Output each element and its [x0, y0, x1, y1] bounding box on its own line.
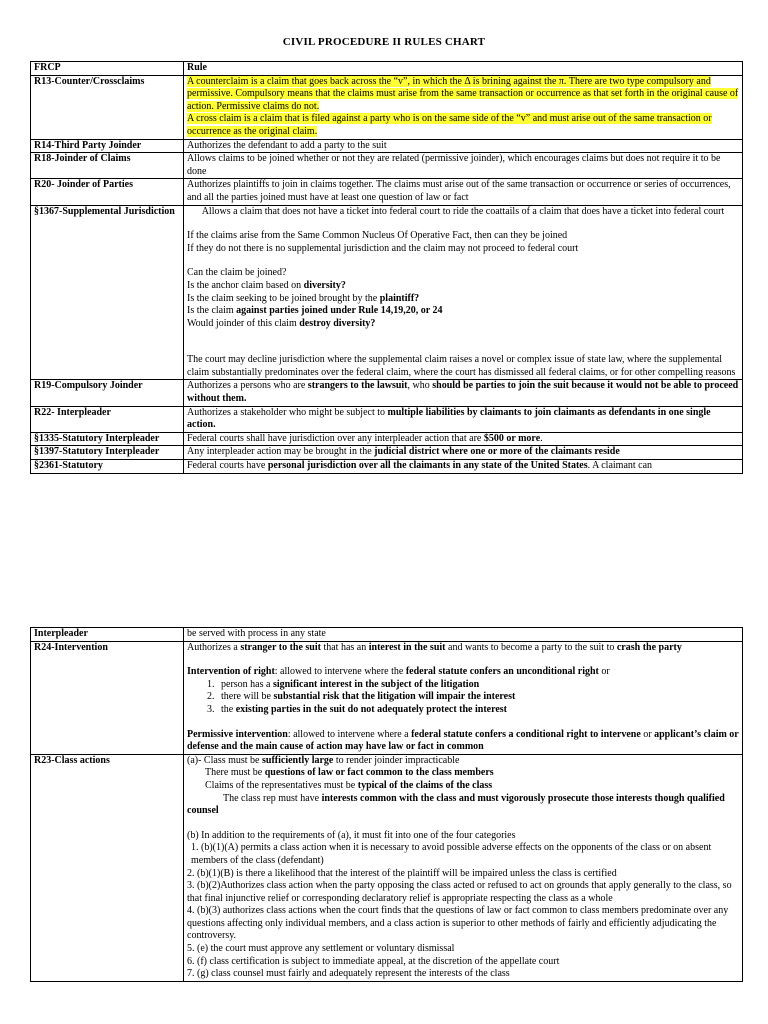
rule-key: R23-Class actions: [31, 754, 184, 981]
table-row: [31, 380, 743, 406]
table-row: [31, 179, 743, 205]
rule-key: §1367-Supplemental Jurisdiction: [31, 205, 184, 380]
paragraph: 2. (b)(1)(B) is there a likelihood that the interest of the plaintiff will be impaired unless the class is certified: [187, 867, 617, 879]
rule-key: R22- Interpleader: [31, 406, 184, 432]
rule-text: Authorizes a persons who are strangers to the lawsuit, who should be parties to join the suit because it would not be able to proceed without them.: [184, 380, 743, 406]
rule-key: R14-Third Party Joinder: [31, 139, 184, 153]
paragraph: 6. (f) class certification is subject to immediate appeal, at the discretion of the appellate court: [187, 955, 560, 967]
table-row: [31, 641, 743, 754]
rule-text: [184, 754, 743, 981]
rules-table-2: [30, 627, 743, 982]
rule-text: Allows claims to be joined whether or not they are related (permissive joinder), which encourages claims but does not require it to be done: [184, 153, 743, 179]
rule-text: Federal courts shall have jurisdiction over any interpleader action that are $500 or more.: [184, 432, 743, 446]
rule-key: R13-Counter/Crossclaims: [31, 75, 184, 139]
table-row: [31, 205, 743, 380]
rule-text: [184, 641, 743, 754]
rules-table-1: [30, 61, 743, 474]
paragraph: Permissive intervention: allowed to intervene where a federal statute confers a conditional right to intervene or applicant’s claim or defense and the main cause of action may have law or fact in common: [187, 728, 739, 753]
paragraph: (a)- Class must be sufficiently large to render joinder impracticable: [187, 754, 460, 766]
rule-text: Any interpleader action may be brought in the judicial district where one or more of the claimants reside: [184, 446, 743, 460]
table-row: [31, 153, 743, 179]
paragraph: 1. (b)(1)(A) permits a class action when it is necessary to avoid possible adverse effects on the opponents of the class or on absent members of the class (defendant): [191, 842, 712, 866]
rule-key: R24-Intervention: [31, 641, 184, 754]
paragraph: Is the claim against parties joined under Rule 14,19,20, or 24: [187, 305, 443, 317]
paragraph: Intervention of right: allowed to intervene where the federal statute confers an unconditional right or: [187, 666, 610, 678]
table-row: [31, 446, 743, 460]
table-row: [31, 628, 743, 642]
paragraph: If they do not there is no supplemental jurisdiction and the claim may not proceed to federal court: [187, 242, 579, 254]
list-item: 1. person has a significant interest in the subject of the litigation: [217, 679, 739, 692]
paragraph: Is the claim seeking to be joined brought by the plaintiff?: [187, 292, 420, 304]
rule-key: R20- Joinder of Parties: [31, 179, 184, 205]
list-item: 3. the existing parties in the suit do not adequately protect the interest: [217, 704, 739, 717]
paragraph: If the claims arise from the Same Common Nucleus Of Operative Fact, then can they be joined: [187, 230, 568, 242]
rule-key: R18-Joinder of Claims: [31, 153, 184, 179]
table-row: [31, 139, 743, 153]
header-rule: Rule: [184, 62, 743, 76]
header-frcp: FRCP: [31, 62, 184, 76]
table-row: [31, 754, 743, 981]
rule-text: Authorizes a stakeholder who might be subject to multiple liabilities by claimants to join claimants as defendants in one single action.: [184, 406, 743, 432]
paragraph: 7. (g) class counsel must fairly and adequately represent the interests of the class: [187, 968, 510, 980]
table-row: [31, 432, 743, 446]
rule-text: be served with process in any state: [184, 628, 743, 642]
paragraph: The class rep must have interests common with the class and must vigorously prosecute those interests though qualified counsel: [187, 792, 725, 817]
page-title: CIVIL PROCEDURE II RULES CHART: [282, 36, 486, 48]
rule-key: R19-Compulsory Joinder: [31, 380, 184, 406]
paragraph: Is the anchor claim based on diversity?: [187, 279, 346, 291]
rule-key: §1397-Statutory Interpleader: [31, 446, 184, 460]
rule-key: Interpleader: [31, 628, 184, 642]
rule-text: Authorizes plaintiffs to join in claims together. The claims must arise out of the same transaction or occurrence or series of occurrences, and all the parties joined must have at least one question of law or fact: [184, 179, 743, 205]
paragraph: There must be questions of law or fact common to the class members: [205, 767, 494, 779]
paragraph: Claims of the representatives must be typical of the claims of the class: [205, 779, 493, 791]
table-row: [31, 460, 743, 474]
rule-text: Authorizes the defendant to add a party to the suit: [184, 139, 743, 153]
table-row: [31, 75, 743, 139]
list-item: 2. there will be substantial risk that the litigation will impair the interest: [217, 691, 739, 704]
rule-text: [184, 205, 743, 380]
paragraph: Can the claim be joined?: [187, 267, 287, 279]
paragraph: Allows a claim that does not have a ticket into federal court to ride the coattails of a claim that does have a ticket into federal court: [201, 205, 725, 217]
paragraph: 4. (b)(3) authorizes class actions when the court finds that the questions of law or fact common to class members predominate over any questions affecting only individual members, and a class action is superior to other methods of fairly and efficiently adjudicating the controversy.: [187, 905, 729, 942]
paragraph: 3. (b)(2)Authorizes class action when the party opposing the class acted or refused to act on grounds that apply generally to the class, so that final injunctive relief or corresponding declaratory relief is appropriate respecting the class as a whole: [187, 880, 732, 904]
rule-key: §2361-Statutory: [31, 460, 184, 474]
paragraph: Would joinder of this claim destroy diversity?: [187, 317, 376, 329]
highlighted-text: A cross claim is a claim that is filed against a party who is on the same side of the “v” and must arise out of the same transaction or occurrence as the original claim.: [187, 113, 712, 137]
numbered-list: [187, 679, 739, 717]
rule-text: [184, 75, 743, 139]
paragraph: 5. (e) the court must approve any settlement or voluntary dismissal: [187, 943, 455, 955]
paragraph: (b) In addition to the requirements of (a), it must fit into one of the four categories: [187, 829, 516, 841]
rule-key: §1335-Statutory Interpleader: [31, 432, 184, 446]
rule-text: Federal courts have personal jurisdiction over all the claimants in any state of the United States. A claimant can: [184, 460, 743, 474]
table-header-row: [31, 62, 743, 76]
paragraph: Authorizes a stranger to the suit that has an interest in the suit and wants to become a party to the suit to crash the party: [187, 641, 682, 653]
table-row: [31, 406, 743, 432]
paragraph: The court may decline jurisdiction where the supplemental claim raises a novel or complex issue of state law, where the supplemental claim substantially predominates over the federal claim, where the court has dismissed all federal claims, or for other compelling reasons: [187, 354, 736, 378]
highlighted-text: A counterclaim is a claim that goes back across the “v”, in which the Δ is brining against the π. There are two type compulsory and permissive. Compulsory means that the claims must arise from the same transaction or occurrence as that set forth in the original cause of action. Permissive claims do not.: [187, 75, 739, 112]
